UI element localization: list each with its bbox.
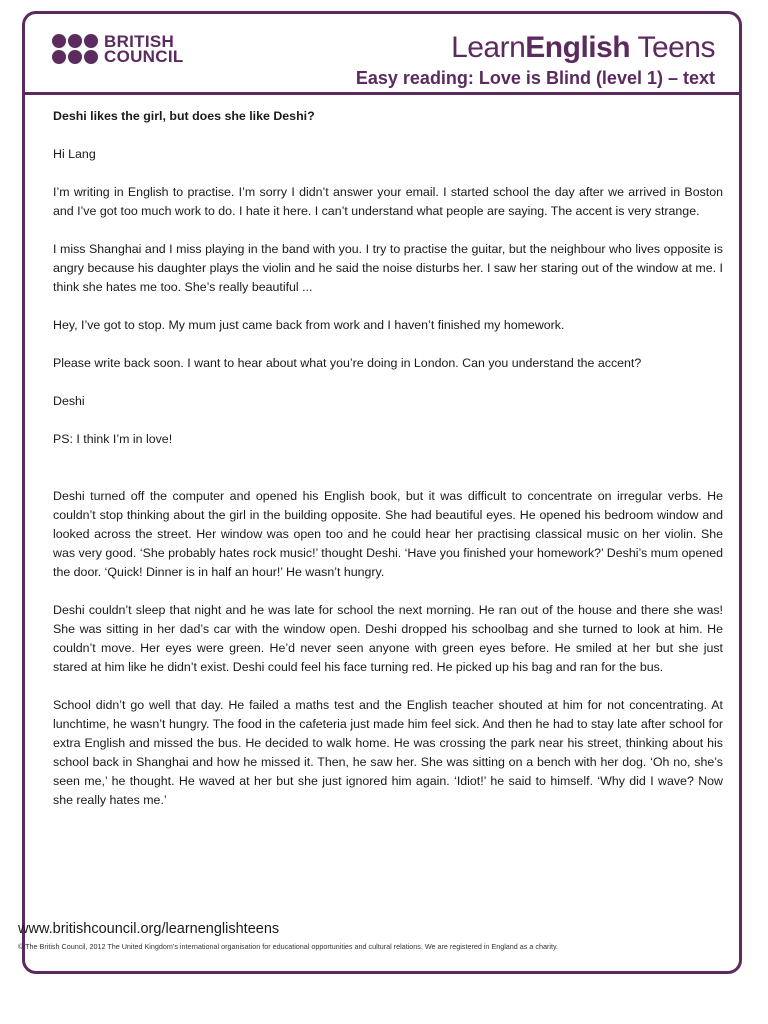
page-header [25, 14, 739, 94]
lead-question: Deshi likes the girl, but does she like Deshi? [53, 109, 315, 123]
logo-wordmark [104, 34, 184, 64]
header-divider [25, 92, 739, 95]
brand-learn: Learn [451, 31, 526, 64]
brand-teens: Teens [637, 31, 715, 64]
paragraph: Hi Lang [53, 147, 96, 161]
paragraph: I miss Shanghai and I miss playing in the band with you. I try to practise the guitar, but the neighbour who lives opposite is angry because his daughter plays the violin and he said the noise disturbs her. I saw her staring out of the window at me. I think she hates me too. She’s really beautiful ... [53, 242, 723, 294]
paragraph: PS: I think I’m in love! [53, 432, 173, 446]
paragraph: Deshi turned off the computer and opened his English book, but it was difficult to concentrate on irregular verbs. He couldn’t stop thinking about the girl in the building opposite. She had beautiful eyes. He opened his bedroom window and looked across the street. Her window was open too and he could hear her practising classical music on her violin. She was very good. ‘She probably hates rock music!’ thought Deshi. ‘Have you finished your homework?’ Deshi’s mum opened the door. ‘Quick! Dinner is in half an hour!’ He wasn’t hungry. [53, 489, 723, 579]
paragraph: Deshi couldn’t sleep that night and he was late for school the next morning. He ran out of the house and there she was! She was sitting in her dad’s car with the window open. Deshi dropped his schoolbag and she turned to look at him. He couldn’t move. Her eyes were green. He’d never seen anyone with green eyes before. He smiled at her but she just stared at him like he didn’t exist. Deshi could feel his face turning red. He picked up his bag and ran for the bus. [53, 603, 723, 674]
learnenglish-teens-logo [451, 31, 715, 65]
paragraph: Deshi [53, 394, 85, 408]
footer-url: www.britishcouncil.org/learnenglishteens [18, 921, 280, 937]
logo-line-2: COUNCIL [104, 47, 184, 66]
page-frame [22, 11, 742, 974]
logo-dots-icon [52, 34, 98, 64]
document-title: Easy reading: Love is Blind (level 1) – text [355, 68, 715, 88]
logo-line-1: BRITISH [104, 32, 175, 51]
paragraph: Hey, I’ve got to stop. My mum just came back from work and I haven’t finished my homework. [53, 318, 565, 332]
paragraph: Please write back soon. I want to hear about what you’re doing in London. Can you understand the accent? [53, 356, 642, 370]
paragraph: I’m writing in English to practise. I’m sorry I didn’t answer your email. I started school the day after we arrived in Boston and I’ve got too much work to do. I hate it here. I can’t understand what people are saying. The accent is very strange. [53, 185, 723, 218]
paragraph: School didn’t go well that day. He failed a maths test and the English teacher shouted at him for not concentrating. At lunchtime, he wasn’t hungry. The food in the cafeteria just made him feel sick. And then he had to stay late after school for extra English and missed the bus. He decided to walk home. He was crossing the park near his street, thinking about his school back in Shanghai and how he missed it. Then, he saw her. She was sitting on a bench with her dog. ‘Oh no, she’s seen me,’ he thought. He waved at her but she just ignored him again. ‘Idiot!’ he said to himself. ‘Why did I wave? Now she really hates me.’ [53, 698, 723, 807]
british-council-logo [52, 34, 184, 64]
story-text [53, 107, 723, 829]
footer-copyright: © The British Council, 2012 The United Kingdom’s international organisation for educational opportunities and cultural relations. We are registered in England as a charity. [18, 942, 559, 951]
brand-english: English [525, 31, 631, 64]
